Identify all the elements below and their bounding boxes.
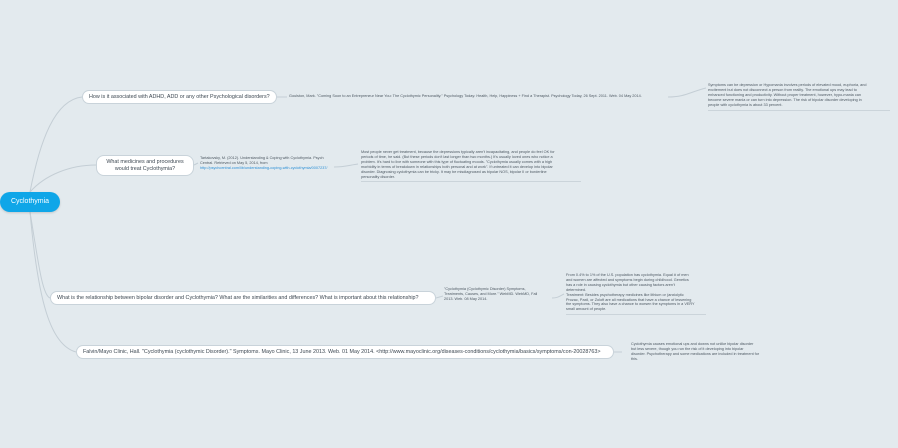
citation-line: Treatments, Causes, and More." WebMD. WebMD, Fall [444,291,538,296]
detail-treatment-diagnosis [361,150,581,182]
detail-line: Treatment: Besides psychotherapy medicines like lithium or (anxiolytic [566,292,684,297]
connector-branch-3-citation [436,296,443,298]
detail-line: disorder. Diagnosing cyclothymia can be tricky. It may be misdiagnosed as bipolar NOS, bipolar II or borderline [361,169,547,174]
detail-line: become severe mania or can turn into depression. The risk of bipolar disorder developing in [708,97,862,102]
detail-line: Cyclothymia causes emotional ups and downs not unlike bipolar disorder [631,342,754,346]
citation-line: Goulston, Mark. "Coming Soon to an Entrepreneur Near You: The Cyclothymic Personality." Psychology Today: Health, Help, Happiness + Find a Therapist. Psychology Today, 26 Sept. 2011. Web. 04 May 2014. [289,94,642,98]
detail-line: periods of time, he said. (But these periods don't last longer than two months.) It's usually loved ones who notice a [361,154,553,159]
detail-line: disorder. Psychotherapy and some medications are included in treatment for [631,351,760,356]
citation-line: "Cyclothymia (Cyclothymic Disorder) Symptoms, [444,287,526,291]
detail-line: small amount of people. [566,307,607,312]
detail-line: has a role in causing cyclothymia but other causing factors aren't [566,282,675,287]
detail-line: but less severe, though you run the risk of it developing into bipolar [631,346,744,351]
connector-root-branch-2 [30,165,96,192]
detail-line: Most people never get treatment, because the depressions typically aren't incapacitating, and people do feel OK for [361,150,555,154]
connector-branch-2-citation [194,163,198,165]
detail-prevalence-treatment [566,273,706,315]
topic-bipolar-relationship[interactable]: What is the relationship between bipolar disorder and Cyclothymia? What are the similarities and differences? What is important about this relationship? [50,291,436,305]
detail-line: problem. It's hard to live with someone with this type of fluctuating moods. "Cyclothymia usually comes with a high [361,159,553,164]
citation-link[interactable]: http://psychcentral.com/lib/understanding-coping-with-cyclothymia/0007237/ [200,165,328,170]
detail-line: enhanced functioning and productivity. Without proper treatment, however, hypo-mania can [708,92,861,97]
citation-line: Central. Retrieved on May 5, 2014, from [200,160,268,165]
detail-line: Prozac, Paxil, or Zoloft are all medications that have a chance of lessening [566,297,692,302]
detail-line: personality disorder. [361,174,395,179]
detail-line: people with cyclothymia is about 33 percent. [708,102,783,107]
connector-root-branch-1 [30,97,82,192]
citation-line: Tartakovsky, M. (2012). Understanding & Coping with Cyclothymia. Psych [200,156,324,160]
detail-line: this. [631,356,638,361]
topic-medicines-procedures[interactable]: What medicines and procedures would treat Cyclothymia? [96,155,194,176]
connector-root-branch-4 [30,212,76,352]
detail-symptoms-hypomania [708,83,890,111]
detail-line: morbidity in terms of breakdown in relationships both personal and at work". If untreated it can develop into bipolar [361,164,553,169]
detail-line: From 0.4% to 1% of the U.S. population has cyclothymia. Equal # of men [566,273,689,277]
detail-mayo-summary [631,342,786,362]
citation-tartakovsky [200,156,334,171]
citation-goulston [289,94,667,99]
connector-citation-1-detail [668,88,706,97]
detail-line: determined. [566,287,587,292]
root-topic-cyclothymia[interactable]: Cyclothymia [0,192,60,212]
connector-citation-2-detail [334,164,358,167]
detail-line: excitement but does not disconnect a person from reality. The emotional ups may lead to [708,87,857,92]
detail-line: Symptoms can be depression or Hypomania involves periods of elevated mood, euphoria, and [708,83,867,87]
detail-line: and women are affected and symptoms begin during childhood. Genetics [566,277,689,282]
detail-line: the symptoms. They also have a chance to worsen the symptoms in a VERY [566,302,695,307]
topic-mayo-clinic-citation[interactable]: Falvin/Mayo Clinic, Hall. "Cyclothymia (cyclothymic Disorder)." Symptoms. Mayo Clinic, 13 June 2013. Web. 01 May 2014. <http://www.mayoclinic.org/diseases-conditions/cyclothymia/basics/symptoms/con-20028763> [76,345,614,359]
topic-adhd-association[interactable]: How is it associated with ADHD, ADD or any other Psychological disorders? [82,90,277,104]
citation-line: 2013. Web. 08 May 2014. [444,296,488,301]
citation-webmd [444,287,556,302]
